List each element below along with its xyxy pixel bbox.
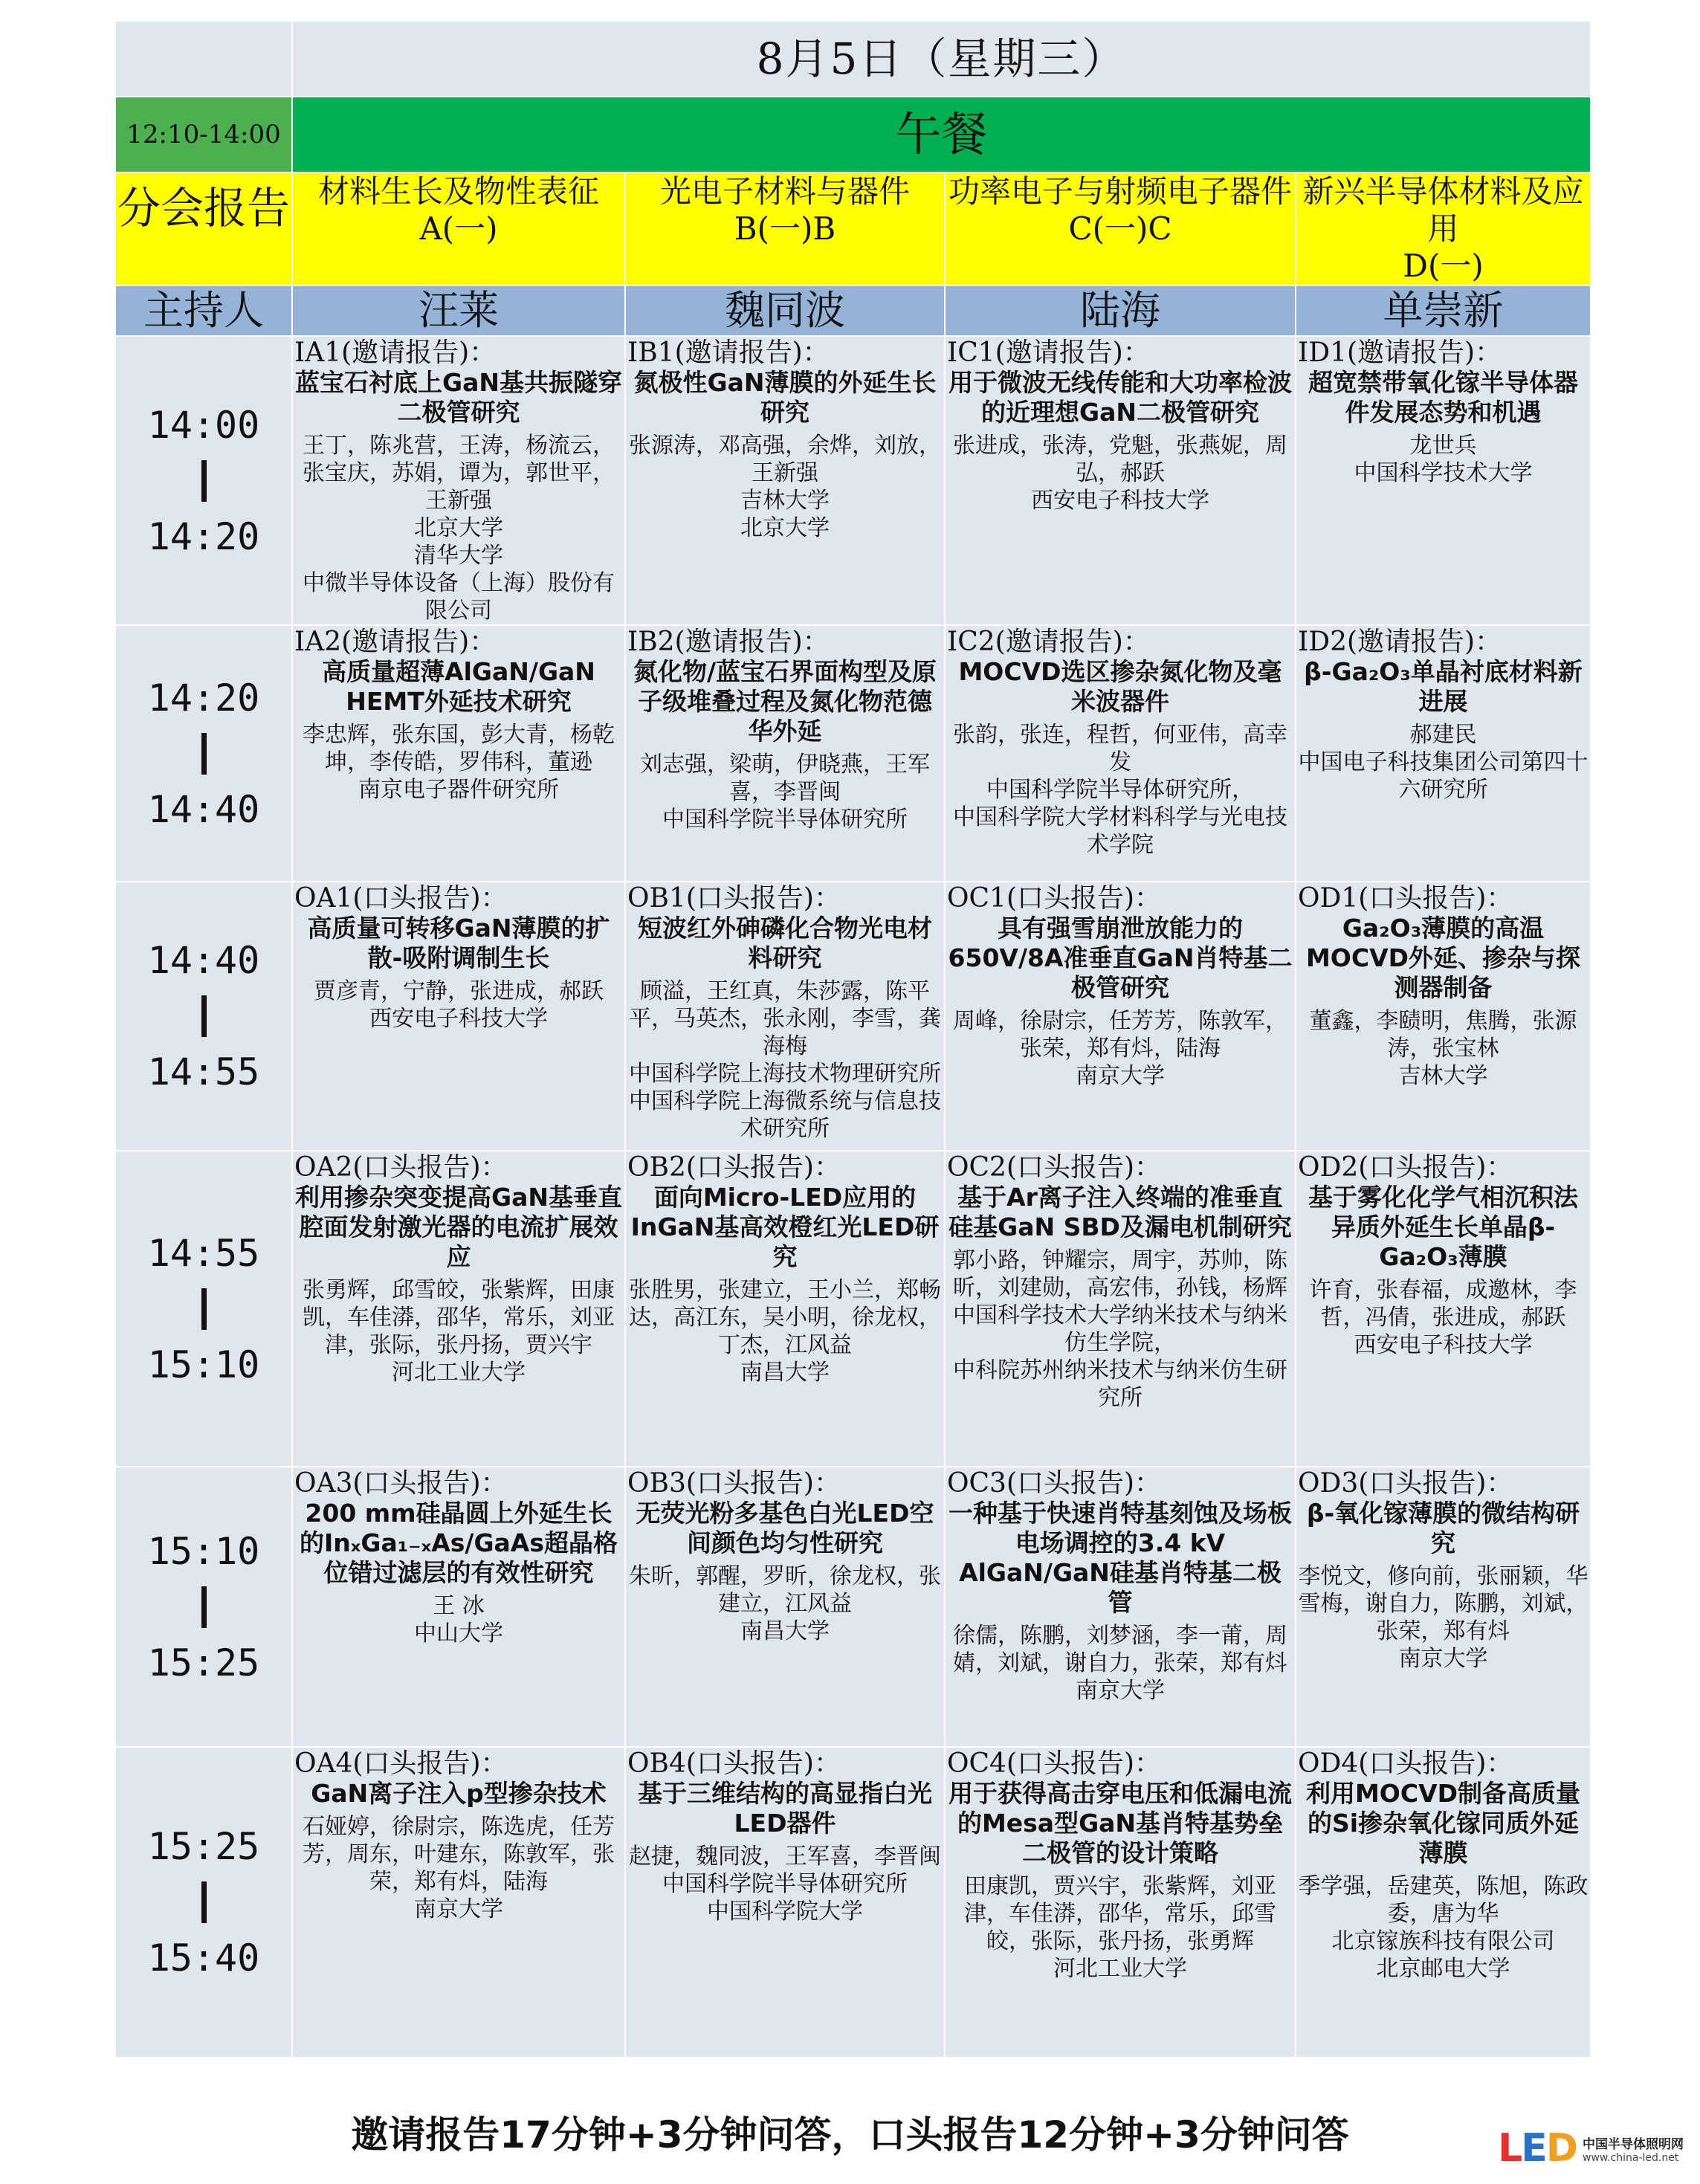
- talk-cell: [1296, 1151, 1591, 1467]
- talk-title: 用于微波无线传能和大功率检波的近理想GaN二极管研究: [948, 368, 1292, 427]
- talk-cell: [292, 882, 625, 1151]
- talk-authors: 许育，张春福，成邀林，李哲，冯倩，张进成，郝跃: [1309, 1277, 1577, 1331]
- schedule-table: [114, 20, 1591, 2058]
- track-name: 光电子材料与器件: [659, 173, 910, 210]
- talk-affiliation: 南京电子器件研究所: [358, 777, 559, 803]
- talk-title: GaN离子注入p型掺杂技术: [311, 1779, 607, 1808]
- host-row: [115, 285, 1591, 336]
- talk-cell: [945, 1151, 1296, 1467]
- talk-affiliation: 西安电子科技大学: [369, 1006, 548, 1032]
- talk-authors: 郝建民: [1409, 722, 1477, 748]
- talk-code: OC2(口头报告)：: [947, 1152, 1162, 1183]
- talk-code: OA1(口头报告)：: [294, 883, 508, 914]
- track-code: D(一): [1403, 248, 1484, 284]
- talk-title: Ga₂O₃薄膜的高温MOCVD外延、掺杂与探测器制备: [1305, 914, 1581, 1002]
- time-slot-row: [115, 625, 1591, 882]
- talk-code: OB3(口头报告)：: [627, 1468, 841, 1499]
- talk-code: OD2(口头报告)：: [1298, 1152, 1513, 1183]
- talk-authors: 李忠辉，张东国，彭大青，杨乾坤，李传皓，罗伟科，董逊: [303, 722, 615, 775]
- talk-cell: [945, 625, 1296, 882]
- talk-title: 面向Micro-LED应用的InGaN基高效橙红光LED研究: [630, 1183, 940, 1271]
- time-slot-row: [115, 1747, 1591, 2058]
- talk-title: 基于雾化化学气相沉积法异质外延生长单晶β-Ga₂O₃薄膜: [1308, 1183, 1578, 1271]
- track-header: [625, 172, 945, 285]
- talk-authors: 石娅婷，徐尉宗，陈选虎，任芳芳，周东，叶建东，陈敦军，张荣，郑有炓，陆海: [303, 1814, 615, 1895]
- talk-affiliation: 河北工业大学: [392, 1360, 526, 1386]
- talk-cell: [945, 1747, 1296, 2058]
- time-cell: [115, 336, 292, 625]
- talk-cell: [292, 625, 625, 882]
- time-separator: [201, 460, 207, 502]
- talk-title: 利用掺杂突变提高GaN基垂直腔面发射激光器的电流扩展效应: [295, 1183, 622, 1271]
- talk-authors: 龙世兵: [1409, 433, 1477, 459]
- talk-authors: 朱昕，郭醒，罗昕，徐龙权，张建立，江风益: [629, 1563, 941, 1617]
- lunch-label: 午餐: [292, 97, 1591, 172]
- slot-end: 15:10: [147, 1343, 260, 1386]
- track-header: [292, 172, 625, 285]
- talk-code: IB2(邀请报告)：: [627, 627, 830, 657]
- talk-authors: 顾溢，王红真，朱莎露，陈平平，马英杰，张永刚，李雪，龚海梅: [629, 978, 941, 1059]
- slot-start: 14:00: [147, 403, 260, 447]
- time-slot-row: [115, 882, 1591, 1151]
- talk-cell: [625, 336, 945, 625]
- talk-code: OB4(口头报告)：: [627, 1748, 841, 1779]
- talk-cell: [945, 336, 1296, 625]
- corner-cell: [115, 21, 292, 97]
- track-code: C(一)C: [1068, 210, 1172, 247]
- track-code: A(一): [419, 210, 498, 247]
- talk-title: β-Ga₂O₃单晶衬底材料新进展: [1304, 657, 1583, 716]
- talk-code: OB2(口头报告)：: [627, 1152, 841, 1183]
- date-row: [115, 21, 1591, 97]
- logo-url: www.china-led.net: [1583, 2151, 1679, 2164]
- talk-cell: [292, 1151, 625, 1467]
- talk-code: OC1(口头报告)：: [947, 883, 1162, 914]
- talk-code: IB1(邀请报告)：: [627, 337, 830, 368]
- host-name: 魏同波: [625, 285, 945, 336]
- talk-code: OD3(口头报告)：: [1298, 1468, 1513, 1499]
- talk-cell: [1296, 625, 1591, 882]
- talk-affiliation: 北京大学 清华大学 中微半导体设备（上海）股份有限公司: [303, 515, 615, 624]
- slot-end: 14:55: [147, 1050, 260, 1093]
- talk-authors: 王 冰: [433, 1593, 485, 1619]
- date-title: 8月5日（星期三）: [292, 21, 1591, 97]
- talk-cell: [625, 1747, 945, 2058]
- slot-end: 14:20: [147, 514, 260, 558]
- talk-title: 短波红外砷磷化合物光电材料研究: [638, 914, 932, 972]
- talk-authors: 田康凯，贾兴宇，张紫辉，刘亚津，车佳漭，邵华，常乐，邱雪皎，张际，张丹扬，张勇辉: [964, 1873, 1276, 1954]
- talk-code: IA2(邀请报告)：: [294, 627, 497, 657]
- slot-end: 14:40: [147, 787, 260, 831]
- session-label: 分会报告: [115, 172, 292, 285]
- talk-title: 利用MOCVD制备高质量的Si掺杂氧化镓同质外延薄膜: [1305, 1779, 1581, 1867]
- talk-affiliation: 中国科学技术大学纳米技术与纳米仿生学院， 中科院苏州纳米技术与纳米仿生研究所: [953, 1302, 1287, 1411]
- talk-authors: 季学强，岳建英，陈旭，陈政委，唐为华: [1298, 1873, 1589, 1927]
- time-cell: [115, 882, 292, 1151]
- track-header: [945, 172, 1296, 285]
- time-separator: [201, 1881, 207, 1923]
- slot-body: [115, 336, 1591, 2058]
- talk-title: 蓝宝石衬底上GaN基共振隧穿二极管研究: [295, 368, 622, 427]
- talk-title: 具有强雪崩泄放能力的650V/8A准垂直GaN肖特基二极管研究: [948, 914, 1293, 1002]
- talk-code: OA4(口头报告)：: [294, 1748, 508, 1779]
- footer-note: 邀请报告17分钟+3分钟问答，口头报告12分钟+3分钟问答: [351, 2113, 1349, 2156]
- time-separator: [201, 1586, 207, 1628]
- talk-title: 一种基于快速肖特基刻蚀及场板电场调控的3.4 kV AlGaN/GaN硅基肖特基二极管: [948, 1499, 1292, 1617]
- site-logo: [1498, 2126, 1684, 2171]
- talk-cell: [625, 1151, 945, 1467]
- logo-text: [1583, 2133, 1684, 2164]
- talk-code: OD4(口头报告)：: [1298, 1748, 1513, 1779]
- talk-authors: 赵捷，魏同波，王军喜，李晋闽: [629, 1844, 941, 1870]
- talk-authors: 张进成，张涛，党魁，张燕妮，周弘，郝跃: [953, 433, 1287, 486]
- time-separator: [201, 733, 207, 775]
- talk-cell: [292, 336, 625, 625]
- session-row: [115, 172, 1591, 285]
- talk-cell: [945, 1467, 1296, 1747]
- time-cell: [115, 1467, 292, 1747]
- talk-title: MOCVD选区掺杂氮化物及毫米波器件: [958, 657, 1282, 716]
- host-name: 陆海: [945, 285, 1296, 336]
- talk-title: 氮极性GaN薄膜的外延生长研究: [633, 368, 937, 427]
- track-name: 新兴半导体材料及应用: [1302, 173, 1584, 247]
- track-name: 功率电子与射频电子器件: [948, 173, 1292, 210]
- talk-code: OC4(口头报告)：: [947, 1748, 1162, 1779]
- talk-authors: 刘志强，梁萌，伊晓燕，王军喜，李晋闽: [640, 752, 930, 805]
- time-cell: [115, 1747, 292, 2058]
- talk-title: 高质量可转移GaN薄膜的扩散-吸附调制生长: [307, 914, 610, 972]
- talk-authors: 董鑫，李赜明，焦腾，张源涛，张宝林: [1309, 1008, 1577, 1062]
- talk-authors: 张韵，张连，程哲，何亚伟，高幸发: [953, 722, 1287, 775]
- talk-authors: 徐儒，陈鹏，刘梦涵，李一莆，周婧，刘斌，谢自力，张荣，郑有炓: [953, 1623, 1287, 1676]
- talk-affiliation: 中国科学院上海技术物理研究所 中国科学院上海微系统与信息技术研究所: [629, 1061, 941, 1142]
- talk-title: 用于获得高击穿电压和低漏电流的Mesa型GaN基肖特基势垒二极管的设计策略: [948, 1779, 1292, 1867]
- talk-affiliation: 南昌大学: [740, 1360, 830, 1386]
- talk-authors: 张勇辉，邱雪皎，张紫辉，田康凯，车佳漭，邵华，常乐，刘亚津，张际，张丹扬，贾兴宇: [303, 1277, 615, 1358]
- talk-authors: 王丁，陈兆营，王涛，杨流云，张宝庆，苏娟，谭为，郭世平，王新强: [303, 433, 615, 514]
- talk-code: ID1(邀请报告)：: [1298, 337, 1502, 368]
- talk-title: 基于三维结构的高显指白光LED器件: [638, 1779, 932, 1838]
- slot-end: 15:40: [147, 1936, 260, 1980]
- talk-affiliation: 中国科学技术大学: [1354, 460, 1533, 486]
- talk-cell: [292, 1747, 625, 2058]
- talk-affiliation: 中国电子科技集团公司第四十六研究所: [1298, 749, 1589, 803]
- talk-authors: 贾彦青，宁静，张进成，郝跃: [314, 978, 604, 1004]
- talk-affiliation: 南京大学: [414, 1896, 503, 1922]
- talk-cell: [1296, 1467, 1591, 1747]
- talk-affiliation: 中国科学院半导体研究所 中国科学院大学: [662, 1871, 908, 1925]
- talk-title: 超宽禁带氧化镓半导体器件发展态势和机遇: [1308, 368, 1578, 427]
- talk-title: 基于Ar离子注入终端的准垂直硅基GaN SBD及漏电机制研究: [948, 1183, 1292, 1241]
- talk-code: OC3(口头报告)：: [947, 1468, 1162, 1499]
- talk-title: β-氧化镓薄膜的微结构研究: [1306, 1499, 1580, 1557]
- time-separator: [201, 1288, 207, 1330]
- talk-cell: [1296, 1747, 1591, 2058]
- talk-title: 无荧光粉多基色白光LED空间颜色均匀性研究: [636, 1499, 934, 1557]
- talk-title: 200 mm硅晶圆上外延生长的InₓGa₁₋ₓAs/GaAs超晶格位错过滤层的有效性研究: [299, 1499, 618, 1587]
- slot-start: 14:20: [147, 676, 260, 720]
- lunch-time: 12:10-14:00: [115, 97, 292, 172]
- talk-affiliation: 南京大学: [1076, 1678, 1165, 1704]
- track-header: [1296, 172, 1591, 285]
- talk-authors: 张胜男，张建立，王小兰，郑畅达，高江东，吴小明，徐龙权，丁杰，江风益: [629, 1277, 941, 1358]
- talk-cell: [945, 882, 1296, 1151]
- talk-code: IC1(邀请报告)：: [947, 337, 1150, 368]
- talk-affiliation: 河北工业大学: [1053, 1956, 1187, 1982]
- host-label: 主持人: [115, 285, 292, 336]
- talk-title: 高质量超薄AlGaN/GaN HEMT外延技术研究: [322, 657, 595, 716]
- time-slot-row: [115, 1467, 1591, 1747]
- talk-authors: 张源涛，邓高强，余烨，刘放，王新强: [629, 433, 941, 486]
- lunch-row: [115, 97, 1591, 172]
- slot-start: 14:40: [147, 939, 260, 982]
- time-slot-row: [115, 1151, 1591, 1467]
- talk-code: OD1(口头报告)：: [1298, 883, 1513, 914]
- time-slot-row: [115, 336, 1591, 625]
- talk-authors: 周峰，徐尉宗，任芳芳，陈敦军，张荣，郑有炓，陆海: [953, 1008, 1287, 1062]
- time-separator: [201, 995, 207, 1037]
- talk-code: OA3(口头报告)：: [294, 1468, 508, 1499]
- logo-cn: 中国半导体照明网: [1583, 2136, 1684, 2152]
- talk-title: 氮化物/蓝宝石界面构型及原子级堆叠过程及氮化物范德华外延: [633, 657, 937, 746]
- talk-cell: [625, 625, 945, 882]
- slot-end: 15:25: [147, 1641, 260, 1684]
- talk-affiliation: 中国科学院半导体研究所， 中国科学院大学材料科学与光电技术学院: [953, 777, 1287, 858]
- talk-affiliation: 北京镓族科技有限公司 北京邮电大学: [1331, 1928, 1555, 1982]
- talk-affiliation: 西安电子科技大学: [1354, 1332, 1533, 1358]
- talk-affiliation: 吉林大学 北京大学: [740, 488, 830, 541]
- talk-affiliation: 南京大学: [1076, 1063, 1165, 1089]
- talk-affiliation: 吉林大学: [1398, 1063, 1488, 1089]
- talk-cell: [1296, 336, 1591, 625]
- slot-start: 14:55: [147, 1231, 260, 1275]
- slot-start: 15:10: [147, 1529, 260, 1573]
- talk-affiliation: 中国科学院半导体研究所: [662, 807, 908, 833]
- slot-start: 15:25: [147, 1825, 260, 1868]
- talk-cell: [625, 1467, 945, 1747]
- host-name: 汪莱: [292, 285, 625, 336]
- logo-mark: LED: [1498, 2126, 1577, 2171]
- talk-cell: [625, 882, 945, 1151]
- time-cell: [115, 1151, 292, 1467]
- talk-affiliation: 南京大学: [1398, 1646, 1488, 1672]
- host-name: 单崇新: [1296, 285, 1591, 336]
- talk-affiliation: 南昌大学: [740, 1618, 830, 1644]
- talk-code: ID2(邀请报告)：: [1298, 627, 1502, 657]
- talk-affiliation: 西安电子科技大学: [1031, 488, 1209, 514]
- time-cell: [115, 625, 292, 882]
- talk-cell: [292, 1467, 625, 1747]
- track-code: B(一)B: [734, 210, 836, 247]
- track-name: 材料生长及物性表征: [317, 173, 599, 210]
- talk-affiliation: 中山大学: [414, 1621, 503, 1647]
- talk-authors: 郭小路，钟耀宗，周宇，苏帅，陈昕，刘建勋，高宏伟，孙钱，杨辉: [953, 1247, 1287, 1301]
- talk-code: IA1(邀请报告)：: [294, 337, 497, 368]
- talk-code: OA2(口头报告)：: [294, 1152, 508, 1183]
- talk-code: OB1(口头报告)：: [627, 883, 841, 914]
- talk-code: IC2(邀请报告)：: [947, 627, 1150, 657]
- talk-cell: [1296, 882, 1591, 1151]
- talk-authors: 李悦文，修向前，张丽颖，华雪梅，谢自力，陈鹏，刘斌，张荣，郑有炓: [1298, 1563, 1589, 1644]
